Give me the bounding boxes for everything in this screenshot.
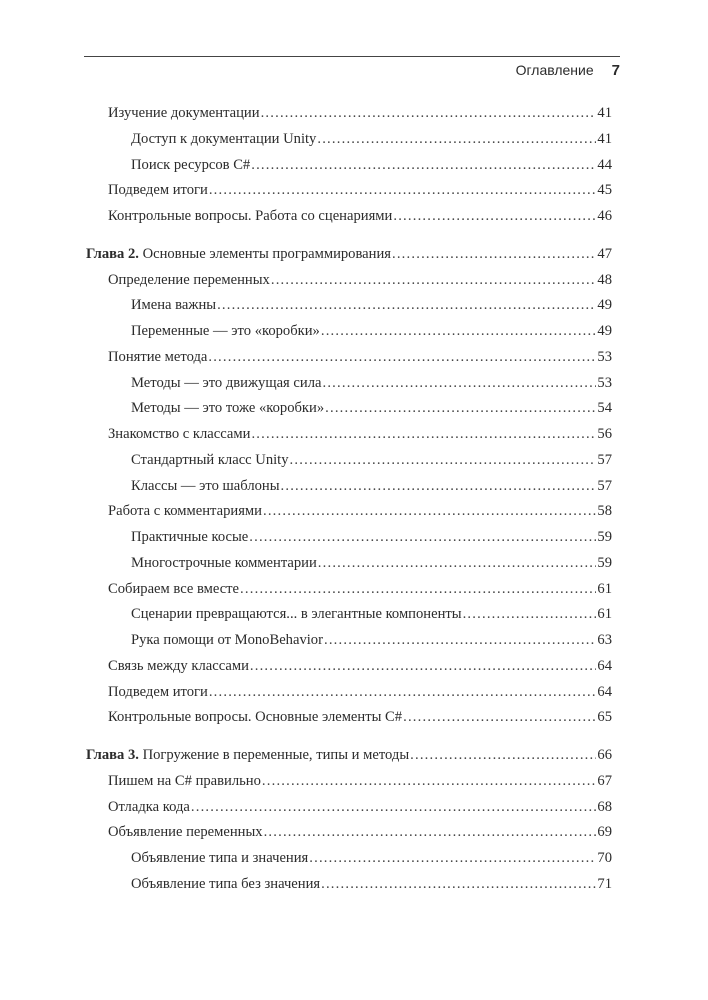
toc-entry	[131, 374, 612, 392]
dot-leader	[410, 746, 596, 764]
toc-entry-page: 59	[597, 554, 612, 571]
toc-entry-page: 41	[597, 105, 612, 121]
dot-leader	[309, 849, 596, 867]
toc-entry	[131, 528, 612, 546]
toc-entry-label	[131, 130, 316, 148]
toc-entry-title: Рука помощи от MonoBehavior	[131, 632, 323, 648]
toc-entry-label	[108, 580, 239, 598]
toc-entry-label	[131, 605, 462, 623]
toc-entry-title: Методы — это движущая сила	[131, 374, 322, 391]
page-number: 7	[611, 62, 620, 79]
toc-entry	[131, 605, 612, 623]
toc-entry-label	[108, 207, 392, 225]
toc-entry-page: 70	[597, 850, 612, 866]
toc-entry	[108, 181, 612, 199]
toc-entry-title: Сценарии превращаются... в элегантные компоненты	[131, 606, 462, 623]
dot-leader	[290, 451, 597, 469]
toc-entry	[108, 580, 612, 598]
toc-entry-label	[131, 875, 320, 893]
dot-leader	[208, 348, 596, 366]
toc-entry-page: 49	[597, 297, 612, 314]
toc-entry-label	[108, 683, 208, 701]
toc-entry-page: 49	[597, 323, 612, 339]
toc-entry-page: 61	[597, 580, 612, 597]
toc-entry-title: Отладка кода	[108, 798, 190, 815]
toc-chapter-entry	[86, 746, 612, 764]
dot-leader	[463, 605, 597, 623]
toc-entry-label	[108, 271, 270, 289]
dot-leader	[261, 104, 597, 122]
toc-entry-page: 53	[597, 348, 612, 365]
toc-entry-title: Определение переменных	[108, 271, 270, 288]
toc-entry-page: 47	[597, 245, 612, 262]
toc-entry-label	[86, 245, 391, 263]
header-rule	[84, 56, 620, 57]
toc-entry-label	[131, 322, 320, 340]
dot-leader	[251, 156, 596, 174]
dot-leader	[249, 528, 596, 546]
toc-entry-page: 46	[597, 208, 612, 224]
toc-entry	[108, 657, 612, 675]
toc-entry-title: Подведем итоги	[108, 182, 208, 199]
toc-entry-label	[131, 156, 250, 174]
toc-entry-title: Основные элементы программирования	[142, 245, 391, 262]
toc-entry	[131, 156, 612, 174]
dot-leader	[324, 631, 596, 649]
toc-entry-label	[131, 296, 216, 314]
toc-entry	[131, 322, 612, 340]
toc-entry	[108, 104, 612, 122]
toc-entry-title: Собираем все вместе	[108, 580, 240, 597]
dot-leader	[317, 130, 596, 148]
toc-entry-label	[108, 348, 207, 366]
dot-leader	[209, 181, 597, 199]
toc-entry-label	[131, 554, 317, 572]
dot-leader	[251, 425, 596, 443]
toc-chapter-entry	[86, 245, 612, 263]
toc-entry-title: Погружение в переменные, типы и методы	[142, 747, 410, 763]
dot-leader	[393, 207, 596, 225]
toc-entry-label	[131, 451, 289, 469]
running-header	[84, 62, 620, 79]
toc-entry-label	[131, 374, 321, 392]
toc-entry-label	[131, 631, 323, 649]
toc-entry-label	[108, 708, 402, 726]
toc-entry-page: 66	[597, 747, 612, 763]
toc-entry	[131, 875, 612, 893]
toc-entry-title: Контрольные вопросы. Основные элементы C#	[108, 709, 403, 726]
toc-entry-title: Знакомство с классами	[108, 426, 251, 442]
toc-entry-title: Пишем на C# правильно	[108, 772, 261, 789]
toc-entry-page: 64	[597, 657, 612, 674]
dot-leader	[318, 554, 597, 572]
toc-entry	[131, 399, 612, 417]
dot-leader	[271, 271, 597, 289]
toc-entry-page: 56	[597, 426, 612, 442]
toc-entry	[131, 631, 612, 649]
toc-entry	[108, 772, 612, 790]
dot-leader	[191, 798, 597, 816]
toc-entry-page: 64	[597, 683, 612, 700]
toc-entry-title: Методы — это тоже «коробки»	[131, 400, 325, 417]
toc-entry-page: 41	[597, 130, 612, 147]
toc-entry	[108, 823, 612, 841]
toc-entry-page: 57	[597, 451, 612, 468]
toc-entry-label	[108, 798, 190, 816]
toc-entry-title: Изучение документации	[108, 105, 260, 121]
toc-entry-title: Поиск ресурсов C#	[131, 156, 251, 173]
toc-entry	[131, 451, 612, 469]
toc-entry-page: 65	[597, 709, 612, 726]
toc-entry-page: 67	[597, 772, 612, 789]
toc-entry-page: 57	[597, 477, 612, 494]
toc-entry-title: Переменные — это «коробки»	[131, 323, 320, 339]
toc-entry-label	[131, 399, 324, 417]
dot-leader	[321, 875, 596, 893]
toc-entry-label	[108, 502, 262, 520]
dot-leader	[321, 322, 597, 340]
toc-entry-title: Стандартный класс Unity	[131, 451, 289, 468]
dot-leader	[217, 296, 596, 314]
toc-entry-title: Доступ к документации Unity	[131, 130, 317, 147]
toc-entry-page: 53	[597, 374, 612, 391]
toc-entry	[108, 207, 612, 225]
toc-entry	[131, 554, 612, 572]
dot-leader	[281, 477, 597, 495]
toc-entry-label	[108, 425, 250, 443]
toc-entry-title: Объявление переменных	[108, 824, 263, 841]
dot-leader	[250, 657, 597, 675]
toc-entry	[108, 271, 612, 289]
toc-entry-label	[108, 104, 260, 122]
toc-entry-label	[108, 657, 249, 675]
toc-entry-title: Подведем итоги	[108, 683, 208, 700]
toc-entry-title: Имена важны	[131, 297, 217, 314]
toc-entry-page: 63	[597, 632, 612, 648]
toc-entry	[108, 683, 612, 701]
toc-entry	[108, 425, 612, 443]
toc-entry	[108, 708, 612, 726]
toc-entry-title: Практичные косые	[131, 529, 249, 545]
toc-entry-label	[131, 477, 280, 495]
toc-entry-title: Контрольные вопросы. Работа со сценариями	[108, 208, 393, 224]
toc-entry-page: 58	[597, 503, 612, 520]
dot-leader	[240, 580, 596, 598]
toc-entry-page: 71	[597, 875, 612, 892]
toc-entry-label	[108, 823, 263, 841]
dot-leader	[392, 245, 596, 263]
toc-entry-page: 45	[597, 182, 612, 199]
toc-entry-title: Многострочные комментарии	[131, 554, 317, 571]
header-title: Оглавление	[515, 62, 594, 78]
dot-leader	[263, 502, 596, 520]
dot-leader	[403, 708, 596, 726]
dot-leader	[209, 683, 597, 701]
toc-entry	[131, 130, 612, 148]
chapter-prefix: Глава 2.	[86, 245, 139, 262]
toc-entry	[131, 477, 612, 495]
toc-entry-page: 54	[597, 400, 612, 417]
toc-entry	[131, 849, 612, 867]
toc-entry	[108, 348, 612, 366]
dot-leader	[325, 399, 596, 417]
toc-entry-page: 61	[597, 606, 612, 623]
toc-entry-page: 59	[597, 529, 612, 545]
dot-leader	[264, 823, 597, 841]
toc-entry-title: Работа с комментариями	[108, 503, 262, 520]
toc-entry-page: 69	[597, 824, 612, 841]
toc-entry	[131, 296, 612, 314]
dot-leader	[262, 772, 597, 790]
toc-entry-title: Классы — это шаблоны	[131, 477, 280, 494]
dot-leader	[322, 374, 596, 392]
toc-entry-page: 44	[597, 156, 612, 173]
toc-entry	[108, 798, 612, 816]
toc-entry-label	[108, 772, 261, 790]
toc-entry-title: Понятие метода	[108, 348, 208, 365]
toc-entry-title: Связь между классами	[108, 657, 249, 674]
toc-entry	[108, 502, 612, 520]
toc-entry-page: 48	[597, 271, 612, 288]
toc-entry-label	[108, 181, 208, 199]
toc-entry-label	[131, 528, 248, 546]
toc-entry-title: Объявление типа и значения	[131, 850, 309, 866]
toc-entry-label	[86, 746, 409, 764]
toc-entry-title: Объявление типа без значения	[131, 875, 321, 892]
chapter-prefix: Глава 3.	[86, 747, 139, 763]
toc-entry-page: 68	[597, 798, 612, 815]
toc-entry-label	[131, 849, 308, 867]
